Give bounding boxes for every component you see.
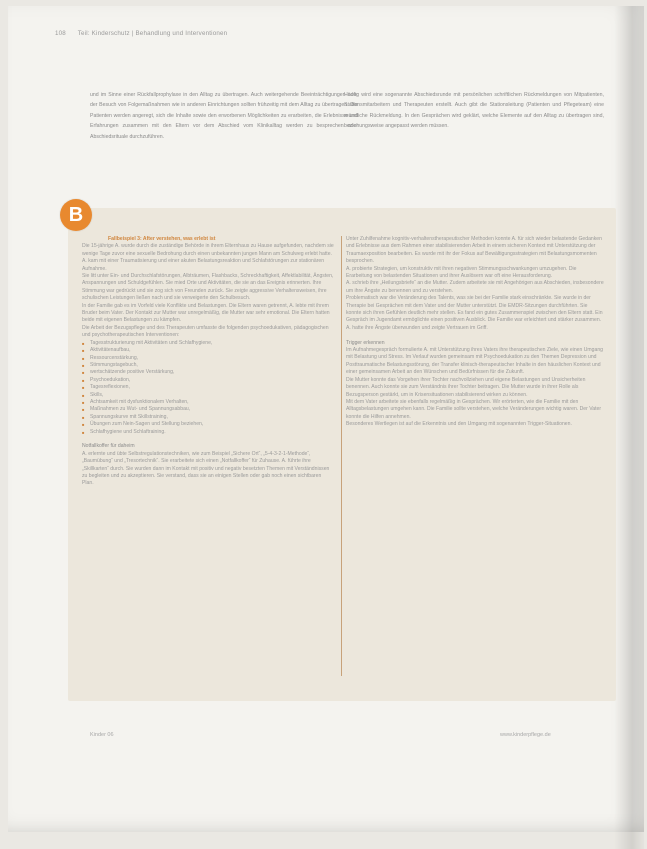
footer-left: Kinder 06: [90, 732, 114, 738]
section-badge: B: [60, 199, 92, 231]
list-item: ■ wertschätzende positive Verstärkung,: [82, 369, 334, 376]
column-divider: [341, 236, 342, 676]
running-title: Teil: Kinderschutz | Behandlung und Interventionen: [77, 30, 228, 37]
case-paragraph: Unter Zuhilfenahme kognitiv-verhaltenstherapeutischer Methoden konnte A. für sich wieder belastende Gedanken und Erlebnisse aus dem Rahmen einer stabilisierenden Arbeit in einem sicheren Kontext mit Unterstützung der Traumaexposition bearbeiten. Es wurde mit ihr der Fokus auf Bewältigungsstrategien mit Belastungsmomenten besprochen.: [346, 236, 602, 265]
case-left-column: [82, 236, 334, 488]
page-number: 108: [55, 30, 66, 37]
top-right-column: [344, 90, 604, 132]
case-right-column: [346, 236, 604, 429]
case-paragraph: A. schrieb ihre „Heilungsbriefe“ an die Mutter. Zudem arbeitete sie mit Angehörigen aus Abschieden, insbesondere um ihre Ängste zu benennen und zu verstehen.: [346, 280, 604, 294]
list-item: ■ Aktivitätenaufbau,: [82, 347, 334, 354]
case-paragraph: Im Aufnahmegespräch formulierte A. mit Unterstützung ihres Vaters ihre therapeutischen Ziele, wie einen Umgang mit Belastung und Stress. Im Verlauf wurden gemeinsam mit Psychoedukation zu den Themen Depression und Posttraumatische Belastungsstörung, der Transfer klinisch-therapeutischer Inhalte in den häuslichen Kontext und einer gemeinsamen Arbeit an den Wünschen und Bedürfnissen für die Zukunft.: [346, 347, 603, 376]
case-paragraph: Sie litt unter Ein- und Durchschlafstörungen, Albträumen, Flashbacks, Schreckhaftigkeit, Affektlabilität, Ängsten, Anspannungen und Schuldgefühlen. Sie mied Orte und Aktivitäten, die sie an das Ereignis erinnerten. Ihre Stimmung war gedrückt und sie zog sich von Freunden zurück. Sie zeigte aggressive Verhaltensweisen, ihre schulischen Leistungen ließen nach und sie verweigerte den Schulbesuch.: [82, 273, 334, 302]
list-item: ■ Spannungskurve mit Skillstraining,: [82, 414, 334, 421]
top-left-column: [90, 90, 358, 142]
sub-heading: Trigger erkennen: [346, 339, 385, 346]
footer-right: www.kinderpflege.de: [500, 732, 551, 738]
list-item: ■ Maßnahmen zu Wut- und Spannungsabbau,: [82, 406, 334, 413]
case-paragraph: Besonderes Wertlegen ist auf die Erkenntnis und den Umgang mit sogenannten Trigger-Situationen.: [346, 421, 572, 428]
case-paragraph: In der Familie gab es im Vorfeld viele Konflikte und Belastungen. Die Eltern waren getrennt, A. lebte mit ihrem Bruder beim Vater. Der Kontakt zur Mutter war unregelmäßig, die Mutter war sehr emotional. Die Eltern hatten beide mit eigenen Belastungen zu kämpfen.: [82, 302, 330, 324]
list-item: ■ Übungen zum Nein-Sagen und Stellung beziehen,: [82, 421, 334, 428]
list-item: ■ Skills,: [82, 392, 334, 399]
list-item: ■ Tagesstrukturierung mit Aktivitäten und Schlafhygiene,: [82, 340, 334, 347]
intervention-list: [82, 340, 334, 436]
case-paragraph: Die Arbeit der Bezugspflege und des Therapeuten umfasste die folgenden psychoedukativen, pädagogischen und psychotherapeutischen Interventionen:: [82, 324, 329, 339]
case-paragraph: A. probierte Strategien, um konstruktiv mit ihren negativen Stimmungsschwankungen umzugehen. Die Erarbeitung von belastenden Situationen und ihrer Auslösern war oft eine Herausforderung.: [346, 265, 577, 280]
case-paragraph: Die 15-jährige A. wurde durch die zuständige Behörde in ihrem Elternhaus zu Hause aufgefunden, nachdem sie wenige Tage zuvor eine sexuelle Bedrohung durch einen unbekannten jungen Mann am Schulweg erlebt hatte. A. kam mit einer Traumatisierung und einer akuten Belastungsreaktion und Schlafstörungen zur stationären Aufnahme.: [82, 243, 334, 272]
top-left-paragraph: und im Sinne einer Rückfallprophylaxe in den Alltag zu übertragen. Auch weitergehende Beeinträchtigungen oder der Besuch von Folgemaßnahmen wie in anderen Einrichtungen sollten frühzeitig mit dem Alltag zu übertragen. Die Patienten werden angeregt, sich die Inhalte sowie den erworbenen Möglichkeiten zu erarbeiten, die Erlebnisse und Erfahrungen zusammen mit den Eltern vor dem Abschied vom Klinikalltag werden zu besprechen oder Abschiedsrituale durchzuführen.: [90, 92, 358, 140]
case-paragraph: A. erlernte und übte Selbstregulationstechniken, wie zum Beispiel „Sichere Ort“, „5-4-3-2-1-Methode“, „Baumübung“ und „Tresortechnik“. Sie erarbeitete sich einen „Notfallkoffer“ für Zuhause. A. führte ihre „Skillkarten“ durch. Sie wurden dann im Kontakt mit positiv und negativ besetzten Themen mit Verständnissen zu begleiten und zu akzeptieren. Sie verstand, dass sie an einigen Stellen oder gab noch einen sichtbaren Plan.: [82, 450, 330, 487]
running-header: [55, 30, 227, 37]
list-item: ■ Psychoedukation,: [82, 377, 334, 384]
page-gutter-shadow: [614, 6, 644, 849]
sub-heading: Notfallkoffer für daheim: [82, 443, 135, 450]
case-title: Fallbeispiel 3: After verstehen, was erlebt ist: [108, 236, 216, 242]
list-item: ■ Ressourcenstärkung,: [82, 355, 334, 362]
case-paragraph: Mit dem Vater arbeitete sie ebenfalls regelmäßig in Gesprächen. Wir erörterten, wie die Familie mit den Alltagsbelastungen umgehen kann. Die Familie sollte verstehen, welche Veränderungen wichtig waren. Der Vater konnte die Hilfen annehmen.: [346, 398, 602, 420]
case-paragraph: Problematisch war die Veränderung des Talents, was sie bei der Familie stark einschränkte. Sie wurde in der Therapie bei Gesprächen mit dem Vater und der Mutter unterstützt. Die EMDR-Sitzungen durchführten. Sie konnte sich ihren Gefühlen deutlich mehr stellen. Es fand ein gutes Zusammenspiel zwischen den Eltern statt. Ein Gespräch im Jugendamt ermöglichte einen positiven Ausblick. Die Familie war erleichtert und stärker zusammen. A. hatte ihre Ängste überwunden und zeigte Vertrauen im Griff.: [346, 295, 603, 331]
top-right-paragraph: Häufig wird eine sogenannte Abschiedsrunde mit persönlichen schriftlichen Rückmeldungen von Mitpatienten, Stationsmitarbeitern und Therapeuten erstellt. Auch gibt die Stationsleitung (Patienten und Pflegeteam) eine mündliche Rückmeldung. In den Gesprächen wird geklärt, welche Elemente auf den Alltag zu übertragen sind, beziehungsweise angepasst werden müssen.: [344, 92, 604, 130]
list-item: ■ Stimmungstagebuch,: [82, 362, 334, 369]
list-item: ■ Tagesreflexionen,: [82, 384, 334, 391]
list-item: ■ Achtsamkeit mit dysfunktionalem Verhalten,: [82, 399, 334, 406]
list-item: ■ Schlafhygiene und Schlaftraining.: [82, 429, 334, 436]
case-paragraph: Die Mutter konnte das Vorgehen ihrer Tochter nachvollziehen und eigene Belastungen und Unsicherheiten benennen. Auch konnte sie zum Verständnis ihrer Tochter beitragen. Die Mutter wurde in ihrer Rolle als Bezugsperson gestärkt, um in Krisensituationen stabilisierend wirken zu können.: [346, 376, 586, 398]
